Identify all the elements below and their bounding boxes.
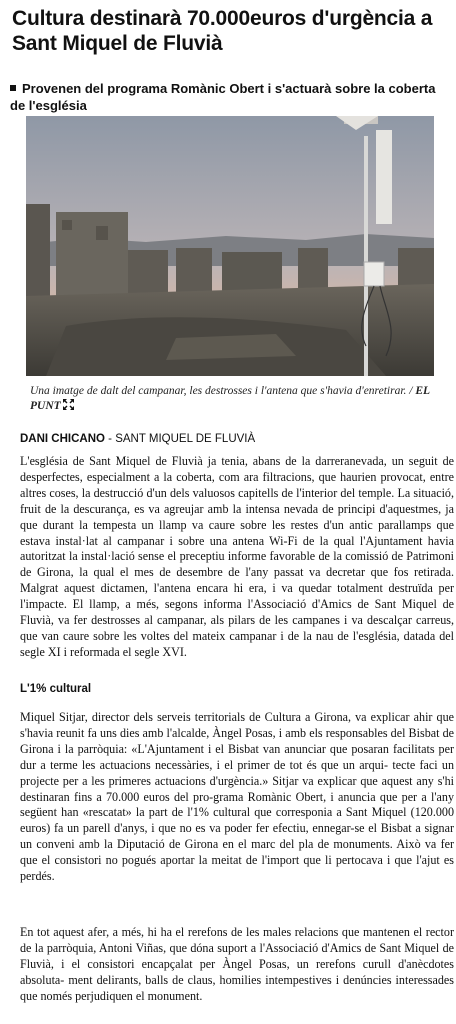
paragraph-text: L'església de Sant Miquel de Fluvià ja tenia, abans de la darreranevada, un seguit de desperfectes, especialment a la coberta, com ara filtracions, que haurien provocat, entre altres coses, la destrucció d'un dels valuosos capitells de l'interior del temple. La situació, fruit de la descurança, es va agreujar amb la intensa nevada de principi d'aquestmes, ja que durant la tempesta un llamp va caure sobre les restes d'un antic parallamps que estava instal·lat al campanar i sobre una antena Wi-Fi de la qual l'Ajuntament havia autoritzat la instal·lació sense el preceptiu informe favorable de la comissió de Patrimoni de Girona, la qual el mes de desembre de l'any passat va decretar que fos retirada. Malgrat aquest dictamen, l'antena encara hi era, i va quedar totalment destruïda per l'impacte. El llamp, a més, segons informa l'Associació d'Amics de Sant Miquel de Fluvià, va fer destrosses al campanar, als pilars de les campanes i va descalçar carreus, que van caure sobre les voltes del mateix campanar i de la nau de l'església, datada del segle XI i reformada el segle XVI. (20, 454, 454, 659)
author-name: DANI CHICANO (20, 433, 105, 445)
bell-tower-photo (26, 116, 434, 376)
article-byline (20, 432, 440, 446)
photo-credit: EL PUNT (30, 385, 430, 412)
body-paragraph-3 (20, 925, 454, 1005)
article-subheadline (10, 80, 446, 114)
caption-text: Una imatge de dalt del campanar, les destrosses i l'antena que s'havia d'enretirar. / (30, 385, 413, 397)
paragraph-text: Miquel Sitjar, director dels serveis territorials de Cultura a Girona, va explicar ahir que s'havia reunit fa uns dies amb l'alcalde, Àngel Posas, i amb els responsables del Bisbat de Girona i la parròquia: «L'Ajuntament i el Bisbat van anunciar que posaran facilitats per dur a terme les actuacions necessàries, i el primer de tot és que un arqui- tecte faci un projecte per a les primeres actuacions d'urgència.» Sitjar va explicar que aquest any s'hi destinaran fins a 70.000 euros del pro-grama Romànic Obert, i anuncia que per a l'any següent han «rescatat» la part de l'1% cultural que corresponia a Sant Miquel (120.000 euros) fa un parell d'anys, i que no es va poder fer efectiu, ennegar-se el Bisbat a signar un conveni amb la Diputació de Girona en el marc del pla de monuments. Això va fer que el consistori no pogués aportar la meitat de l'import que li pertocava i que l'ajut es perdés. (20, 710, 454, 884)
article-photo[interactable] (26, 116, 434, 376)
dateline-location: SANT MIQUEL DE FLUVIÀ (115, 433, 256, 445)
paragraph-text: En tot aquest afer, a més, hi ha el rerefons de les males relacions que mantenen el rector de la parròquia, Antoni Viñas, que dóna suport a l'Associació d'Amics de Sant Miquel de Fluvià, i el consistori encapçalat per Àngel Posas, un rerefons curull d'anècdotes absoluta- ment delirants, balls de claus, homilies intempestives i denúncies interessades que només perjudiquen el monument. (20, 925, 454, 1003)
body-paragraph-1 (20, 454, 454, 661)
expand-arrows-icon[interactable] (63, 399, 74, 415)
subheadline-text: Provenen del programa Romànic Obert i s'actuarà sobre la coberta de l'església (10, 81, 436, 113)
article-headline: Cultura destinarà 70.000euros d'urgència a Sant Miquel de Fluvià (12, 7, 433, 55)
byline-separator: - (104, 433, 116, 445)
photo-caption (30, 384, 440, 415)
body-paragraph-2 (20, 710, 454, 885)
section-heading: L'1% cultural (20, 683, 92, 695)
square-bullet-icon (10, 85, 16, 91)
